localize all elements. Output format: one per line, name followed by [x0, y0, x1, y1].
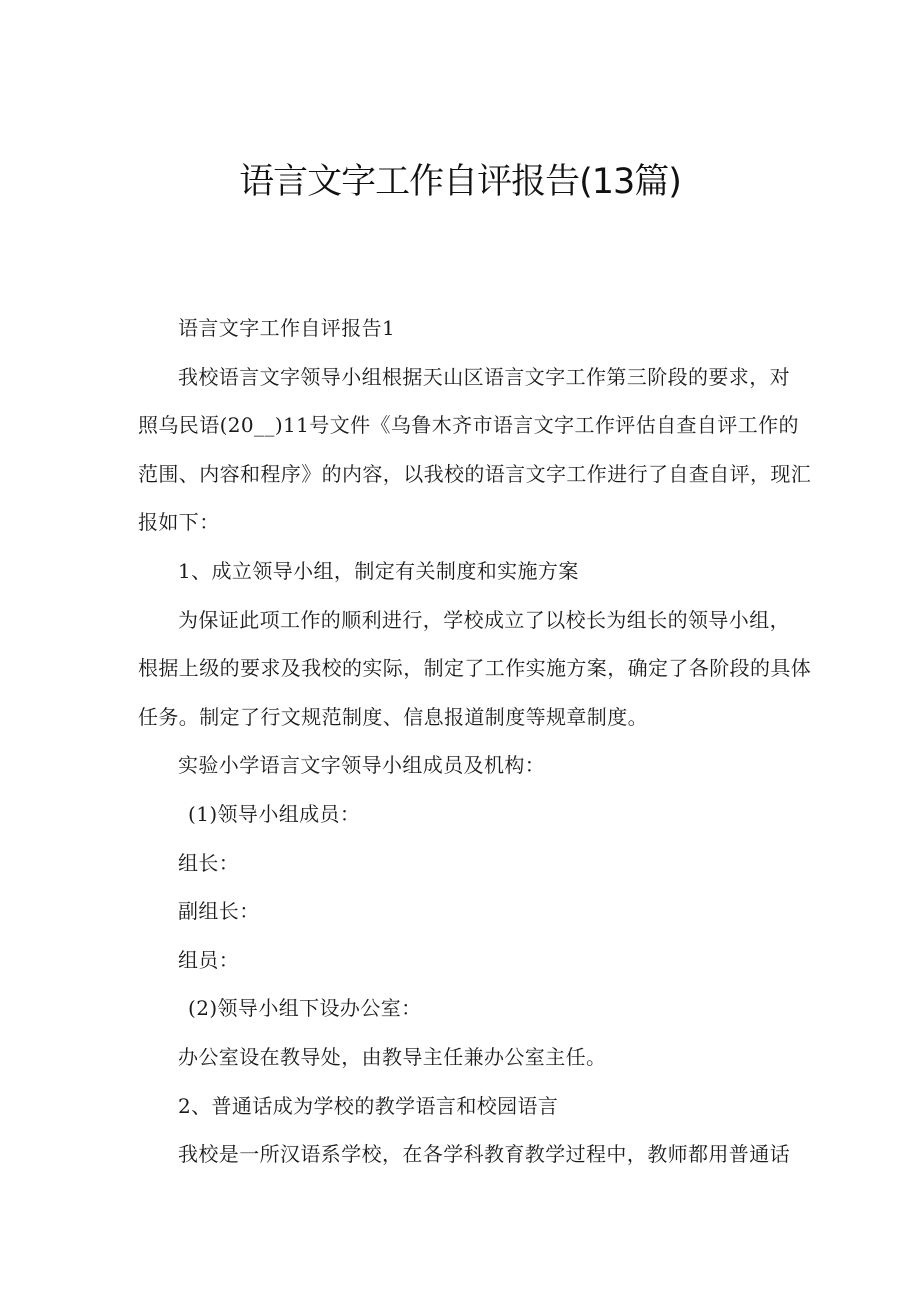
paragraph-line: 照乌民语(20__)11号文件《乌鲁木齐市语言文字工作评估自查自评工作的: [138, 413, 799, 438]
document-body: [138, 304, 812, 1179]
list-item: 副组长：: [178, 899, 260, 924]
section-heading: 语言文字工作自评报告1: [178, 316, 396, 340]
list-item: 组员：: [178, 947, 240, 972]
subsection-heading: 1、成立领导小组，制定有关制度和实施方案: [178, 558, 579, 583]
list-item: (2)领导小组下设办公室：: [188, 996, 422, 1021]
paragraph-line: 办公室设在教导处，由教导主任兼办公室主任。: [178, 1044, 607, 1069]
list-item: 组长：: [178, 850, 240, 875]
document-title: 语言文字工作自评报告(13篇): [239, 162, 681, 202]
paragraph-line: 根据上级的要求及我校的实际，制定了工作实施方案，确定了各阶段的具体: [138, 656, 812, 681]
paragraph-line: 报如下：: [138, 510, 220, 535]
paragraph-line: 我校语言文字领导小组根据天山区语言文字工作第三阶段的要求，对: [178, 364, 790, 389]
paragraph-line: 实验小学语言文字领导小组成员及机构：: [178, 753, 546, 778]
paragraph-line: 任务。制定了行文规范制度、信息报道制度等规章制度。: [138, 704, 648, 729]
paragraph-line: 范围、内容和程序》的内容，以我校的语言文字工作进行了自查自评，现汇: [138, 461, 812, 486]
paragraph-line: 为保证此项工作的顺利进行，学校成立了以校长为组长的领导小组，: [178, 607, 790, 632]
subsection-heading: 2、普通话成为学校的教学语言和校园语言: [178, 1093, 559, 1118]
paragraph-line: 我校是一所汉语系学校，在各学科教育教学过程中，教师都用普通话: [178, 1142, 790, 1167]
list-item: (1)领导小组成员：: [188, 801, 361, 826]
